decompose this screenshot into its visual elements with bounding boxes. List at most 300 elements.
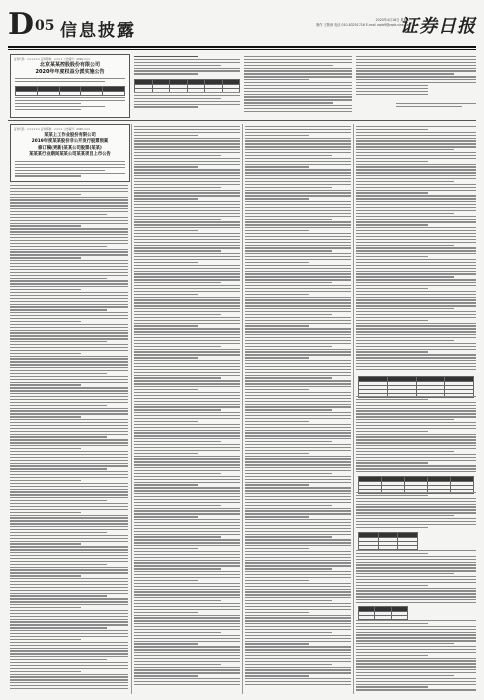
text-line xyxy=(356,599,476,600)
text-line xyxy=(10,445,128,446)
text-line xyxy=(356,590,476,591)
text-line xyxy=(356,351,428,352)
text-line xyxy=(10,289,81,290)
text-line xyxy=(10,439,128,440)
text-line xyxy=(245,444,351,445)
text-line xyxy=(245,288,351,289)
text-line xyxy=(356,684,476,685)
text-line xyxy=(245,375,351,376)
text-line xyxy=(356,518,476,519)
text-line xyxy=(10,546,128,547)
text-line xyxy=(134,299,240,300)
text-line xyxy=(245,398,351,399)
text-line xyxy=(134,577,240,578)
text-column xyxy=(134,56,240,76)
text-line xyxy=(134,664,221,665)
text-line xyxy=(134,302,240,303)
text-line xyxy=(356,158,476,159)
text-line xyxy=(356,152,476,153)
text-line xyxy=(134,583,240,584)
text-line xyxy=(134,187,221,188)
text-line xyxy=(245,603,351,604)
text-line xyxy=(10,237,128,238)
text-line xyxy=(134,279,240,280)
text-line xyxy=(245,227,351,228)
text-line xyxy=(356,675,454,676)
text-line xyxy=(245,609,351,610)
text-line xyxy=(245,297,351,298)
text-line xyxy=(10,549,128,550)
text-line xyxy=(245,161,351,162)
text-line xyxy=(356,637,476,638)
text-line xyxy=(245,325,309,326)
text-line xyxy=(356,465,476,466)
data-table xyxy=(358,606,408,620)
text-line xyxy=(245,531,351,532)
text-line xyxy=(245,632,332,633)
text-line xyxy=(356,219,476,220)
text-line xyxy=(10,272,128,273)
text-line xyxy=(134,539,240,540)
text-line xyxy=(10,598,128,599)
data-table xyxy=(15,86,125,96)
text-line xyxy=(10,373,107,374)
text-line xyxy=(10,451,128,452)
text-line xyxy=(245,343,351,344)
text-line xyxy=(10,578,128,579)
text-line xyxy=(245,265,351,266)
text-line xyxy=(10,431,128,432)
text-line xyxy=(10,607,81,608)
text-line xyxy=(134,458,240,459)
text-line xyxy=(10,312,128,313)
text-line xyxy=(245,337,351,338)
text-line xyxy=(245,594,351,595)
text-line xyxy=(134,155,221,156)
text-line xyxy=(134,594,240,595)
text-line xyxy=(245,418,351,419)
text-line xyxy=(10,685,128,686)
text-line xyxy=(356,135,476,136)
notice-title-line: 修订稿(更新)某某公司股票(某某) xyxy=(38,145,102,151)
text-line xyxy=(245,409,332,410)
text-line xyxy=(245,554,351,555)
text-line xyxy=(245,534,351,535)
text-line xyxy=(245,487,351,488)
text-line xyxy=(134,192,240,193)
text-line xyxy=(10,483,128,484)
text-line xyxy=(10,301,128,302)
text-line xyxy=(356,192,428,193)
text-line xyxy=(245,392,351,393)
notice-title-line: 2020年年度权益分派实施公告 xyxy=(35,68,105,75)
text-line xyxy=(245,597,351,598)
text-line xyxy=(134,548,198,549)
text-line xyxy=(245,138,351,139)
text-line xyxy=(134,178,240,179)
text-line xyxy=(356,564,476,565)
text-line xyxy=(356,354,476,355)
text-line xyxy=(356,524,476,525)
text-line xyxy=(245,484,309,485)
text-line xyxy=(245,262,309,263)
text-block xyxy=(15,97,125,111)
text-line xyxy=(134,392,240,393)
notice-meta: 证券代码：×××××× 证券简称：×××× 公告编号：2020-××× xyxy=(14,58,91,61)
text-line xyxy=(245,135,309,136)
text-line xyxy=(134,482,240,483)
text-line xyxy=(245,606,351,607)
text-line xyxy=(245,406,351,407)
text-line xyxy=(134,597,240,598)
text-line xyxy=(10,220,128,221)
text-line xyxy=(245,482,351,483)
text-line xyxy=(10,621,128,622)
text-line xyxy=(134,638,240,639)
text-line xyxy=(10,263,128,264)
text-line xyxy=(356,276,454,277)
text-line xyxy=(134,438,240,439)
text-line xyxy=(134,545,240,546)
text-line xyxy=(134,557,240,558)
text-line xyxy=(134,239,240,240)
text-line xyxy=(356,323,476,324)
header-date: 2020年4月18日 星期二 xyxy=(375,18,410,22)
text-line xyxy=(356,408,476,409)
text-line xyxy=(356,230,476,231)
text-line xyxy=(245,273,351,274)
text-line xyxy=(10,436,107,437)
text-line xyxy=(356,256,428,257)
text-line xyxy=(356,562,476,563)
text-line xyxy=(10,662,128,663)
text-line xyxy=(356,471,476,472)
text-line xyxy=(10,416,81,417)
text-line xyxy=(134,285,240,286)
text-line xyxy=(245,638,351,639)
text-line xyxy=(245,565,351,566)
text-line xyxy=(10,624,128,625)
text-line xyxy=(134,325,198,326)
text-line xyxy=(10,676,128,677)
text-line xyxy=(245,369,351,370)
text-line xyxy=(356,634,476,635)
text-line xyxy=(10,486,128,487)
text-line xyxy=(134,230,198,231)
text-line xyxy=(134,502,240,503)
text-line xyxy=(10,358,128,359)
text-line xyxy=(356,434,476,435)
text-line xyxy=(134,528,240,529)
text-line xyxy=(134,531,240,532)
text-line xyxy=(10,335,128,336)
text-line xyxy=(356,279,476,280)
text-line xyxy=(10,399,128,400)
text-line xyxy=(245,641,351,642)
text-line xyxy=(134,164,240,165)
text-line xyxy=(245,198,309,199)
text-line xyxy=(134,190,240,191)
text-line xyxy=(356,161,428,162)
text-line xyxy=(245,623,351,624)
text-line xyxy=(356,678,476,679)
text-line xyxy=(356,331,476,332)
text-line xyxy=(356,297,476,298)
text-line xyxy=(134,377,221,378)
text-line xyxy=(10,202,128,203)
notice-title xyxy=(13,133,127,159)
text-line xyxy=(10,332,128,333)
text-line xyxy=(245,412,351,413)
text-line xyxy=(245,664,332,665)
text-line xyxy=(10,494,128,495)
text-line xyxy=(356,643,454,644)
text-line xyxy=(356,164,476,165)
text-line xyxy=(245,149,351,150)
text-line xyxy=(356,402,476,403)
text-line xyxy=(10,633,128,634)
text-line xyxy=(134,591,240,592)
text-line xyxy=(134,158,240,159)
text-line xyxy=(10,396,128,397)
text-line xyxy=(10,688,128,689)
text-line xyxy=(356,593,476,594)
text-line xyxy=(10,280,128,281)
text-line xyxy=(356,126,476,127)
text-line xyxy=(10,367,128,368)
text-line xyxy=(10,515,128,516)
text-line xyxy=(245,389,309,390)
text-line xyxy=(134,603,240,604)
text-line xyxy=(134,360,240,361)
text-line xyxy=(134,600,221,601)
text-line xyxy=(134,655,240,656)
text-line xyxy=(245,256,351,257)
text-line xyxy=(10,541,128,542)
text-line xyxy=(10,558,128,559)
text-line xyxy=(134,510,240,511)
text-line xyxy=(10,656,128,657)
text-line xyxy=(134,615,240,616)
text-line xyxy=(356,658,476,659)
text-line xyxy=(10,251,128,252)
text-line xyxy=(245,438,351,439)
text-line xyxy=(10,512,81,513)
text-line xyxy=(356,175,476,176)
text-line xyxy=(356,632,476,633)
text-line xyxy=(356,308,454,309)
text-line xyxy=(356,567,476,568)
text-line xyxy=(134,265,240,266)
text-line xyxy=(245,351,351,352)
text-line xyxy=(134,363,240,364)
text-line xyxy=(245,684,351,685)
text-line xyxy=(10,590,128,591)
text-line xyxy=(245,505,332,506)
text-line xyxy=(356,369,476,370)
text-line xyxy=(245,580,309,581)
text-line xyxy=(356,291,476,292)
text-line xyxy=(356,360,476,361)
text-block xyxy=(15,161,125,178)
text-line xyxy=(356,190,476,191)
text-line xyxy=(245,169,351,170)
text-line xyxy=(245,195,351,196)
text-line xyxy=(356,262,476,263)
text-line xyxy=(10,601,128,602)
text-line xyxy=(245,253,351,254)
text-line xyxy=(134,684,240,685)
text-line xyxy=(356,337,476,338)
text-line xyxy=(10,645,128,646)
text-line xyxy=(134,667,240,668)
column-rule xyxy=(131,124,132,694)
text-line xyxy=(245,334,351,335)
text-line xyxy=(10,500,107,501)
text-line xyxy=(245,557,351,558)
text-line xyxy=(356,553,428,554)
text-line xyxy=(134,646,240,647)
text-line xyxy=(10,413,128,414)
text-line xyxy=(134,464,240,465)
text-line xyxy=(10,260,128,261)
text-line xyxy=(356,334,476,335)
text-line xyxy=(134,140,240,141)
text-line xyxy=(356,498,476,499)
text-line xyxy=(245,456,351,457)
text-line xyxy=(10,214,107,215)
text-line xyxy=(356,451,454,452)
text-line xyxy=(245,612,309,613)
text-line xyxy=(134,227,240,228)
text-line xyxy=(245,279,351,280)
text-line xyxy=(356,253,476,254)
text-line xyxy=(134,219,221,220)
text-line xyxy=(356,221,476,222)
notice-title-line: 北京某某控股股份有限公司 xyxy=(39,62,100,68)
text-line xyxy=(356,357,476,358)
data-table xyxy=(358,376,474,398)
text-line xyxy=(134,224,240,225)
text-line xyxy=(356,422,476,423)
text-line xyxy=(10,408,128,409)
text-line xyxy=(10,364,128,365)
text-line xyxy=(245,207,351,208)
text-line xyxy=(245,192,351,193)
data-table xyxy=(358,476,474,494)
text-line xyxy=(134,632,221,633)
text-line xyxy=(245,230,309,231)
text-line xyxy=(10,442,128,443)
text-line xyxy=(134,346,221,347)
text-line xyxy=(134,169,240,170)
text-line xyxy=(134,198,198,199)
text-line xyxy=(356,445,476,446)
text-line xyxy=(245,528,351,529)
text-line xyxy=(10,269,128,270)
text-line xyxy=(356,399,428,400)
text-line xyxy=(10,506,128,507)
text-line xyxy=(10,350,128,351)
text-line xyxy=(10,567,128,568)
text-line xyxy=(134,681,240,682)
text-line xyxy=(245,516,309,517)
text-line xyxy=(134,493,240,494)
text-line xyxy=(356,349,476,350)
text-line xyxy=(245,577,351,578)
text-line xyxy=(245,476,351,477)
text-line xyxy=(10,463,128,464)
text-line xyxy=(245,184,351,185)
text-line xyxy=(134,138,240,139)
text-line xyxy=(10,648,128,649)
text-line xyxy=(356,363,476,364)
text-line xyxy=(356,366,476,367)
text-line xyxy=(245,239,351,240)
text-line xyxy=(245,311,351,312)
text-line xyxy=(134,409,221,410)
text-line xyxy=(245,380,351,381)
text-line xyxy=(134,375,240,376)
text-line xyxy=(245,508,351,509)
text-line xyxy=(10,240,128,241)
text-line xyxy=(134,195,240,196)
text-line xyxy=(356,224,428,225)
text-line xyxy=(356,325,476,326)
text-line xyxy=(245,571,351,572)
text-line xyxy=(10,402,128,403)
text-line xyxy=(245,496,351,497)
text-line xyxy=(245,525,351,526)
text-line xyxy=(134,242,240,243)
text-line xyxy=(134,453,198,454)
text-line xyxy=(356,506,476,507)
text-line xyxy=(356,138,476,139)
text-line xyxy=(134,635,240,636)
text-line xyxy=(134,623,240,624)
text-line xyxy=(245,302,351,303)
text-line xyxy=(356,515,454,516)
text-line xyxy=(10,410,128,411)
text-line xyxy=(134,398,240,399)
text-line xyxy=(245,667,351,668)
text-line xyxy=(245,519,351,520)
text-line xyxy=(245,395,351,396)
text-line xyxy=(10,480,81,481)
text-line xyxy=(10,448,81,449)
text-line xyxy=(134,201,240,202)
text-line xyxy=(134,412,240,413)
text-line xyxy=(134,268,240,269)
text-line xyxy=(245,493,351,494)
text-line xyxy=(245,513,351,514)
text-line xyxy=(356,320,428,321)
text-line xyxy=(10,581,128,582)
text-line xyxy=(10,191,128,192)
masthead xyxy=(8,6,476,46)
text-line xyxy=(134,560,240,561)
text-line xyxy=(245,461,351,462)
text-line xyxy=(356,596,476,597)
text-line xyxy=(134,273,240,274)
text-line xyxy=(356,509,476,510)
masthead-rule xyxy=(8,46,476,48)
text-line xyxy=(245,568,332,569)
text-line xyxy=(10,674,128,675)
text-line xyxy=(245,331,351,332)
text-line xyxy=(356,629,476,630)
text-line xyxy=(356,143,476,144)
